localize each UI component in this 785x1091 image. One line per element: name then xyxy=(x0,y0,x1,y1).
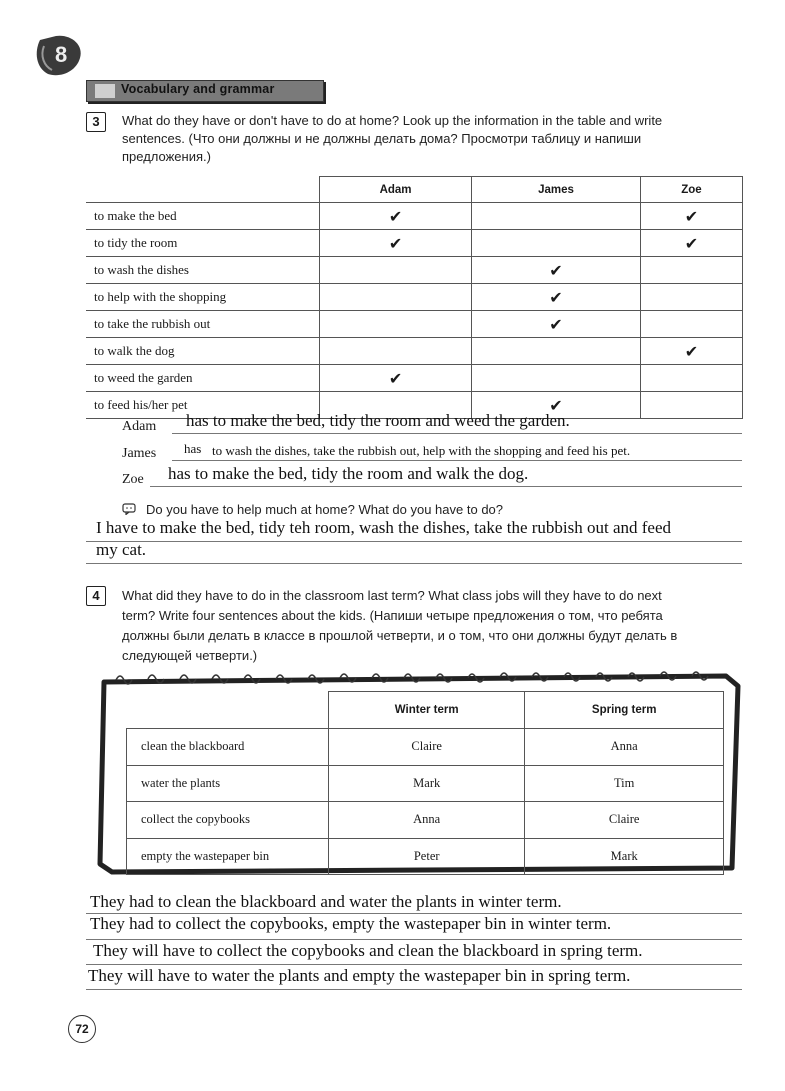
table-row xyxy=(127,802,724,839)
table-row xyxy=(127,838,724,875)
answer-line xyxy=(172,460,742,461)
answer-line xyxy=(172,433,742,434)
check-cell xyxy=(472,338,641,365)
winter-cell: Claire xyxy=(329,729,525,766)
column-zoe: Zoe xyxy=(640,177,742,203)
activity-cell: to weed the garden xyxy=(86,365,320,392)
answer-zoe: has to make the bed, tidy the room and walk the dog. xyxy=(168,464,529,483)
check-cell xyxy=(320,284,472,311)
check-cell xyxy=(472,230,641,257)
table-row xyxy=(127,729,724,766)
instruction-line: term? Write four sentences about the kids. (Напиши четыре предложения о том, что ребята xyxy=(122,608,663,623)
answer-label-james: James xyxy=(122,446,157,461)
job-cell: water the plants xyxy=(127,765,329,802)
answer-james-has: has xyxy=(184,441,202,456)
check-cell: ✔ xyxy=(320,230,472,257)
own-answer-line-2: my cat. xyxy=(96,540,147,559)
check-cell: ✔ xyxy=(472,311,641,338)
instruction-line: sentences. (Что они должны и не должны делать дома? Просмотри таблицу и напиши xyxy=(122,131,642,146)
job-cell: collect the copybooks xyxy=(127,802,329,839)
spring-cell: Anna xyxy=(525,729,724,766)
column-spring-term: Spring term xyxy=(525,692,724,729)
spring-cell: Tim xyxy=(525,765,724,802)
speech-bubble-icon xyxy=(122,503,136,515)
check-cell: ✔ xyxy=(320,365,472,392)
check-cell: ✔ xyxy=(472,257,641,284)
unit-badge xyxy=(30,32,88,78)
answer-line xyxy=(86,964,742,965)
check-cell: ✔ xyxy=(472,392,641,419)
exercise-4-instruction xyxy=(122,586,744,666)
exercise-3-number: 3 xyxy=(86,112,106,132)
answer-adam: has to make the bed, tidy the room and weed the garden. xyxy=(186,411,570,430)
activity-cell: to take the rubbish out xyxy=(86,311,320,338)
exercise-3-instruction xyxy=(122,112,744,166)
check-cell: ✔ xyxy=(320,203,472,230)
instruction-line: What do they have or don't have to do at home? Look up the information in the table and write xyxy=(122,113,663,128)
activity-cell: to make the bed xyxy=(86,203,320,230)
check-cell: ✔ xyxy=(472,284,641,311)
check-cell xyxy=(472,365,641,392)
answer-james: to wash the dishes, take the rubbish out, help with the shopping and feed his pet. xyxy=(212,443,631,458)
unit-number: 8 xyxy=(55,42,68,67)
check-cell: ✔ xyxy=(640,203,742,230)
table-header-row xyxy=(86,177,743,203)
answer-line xyxy=(86,939,742,940)
instruction-line: What did they have to do in the classroom last term? What class jobs will they have to do next xyxy=(122,588,662,603)
column-adam: Adam xyxy=(320,177,472,203)
chores-table xyxy=(86,176,743,419)
spring-cell: Mark xyxy=(525,838,724,875)
header-blank xyxy=(86,177,320,203)
exercise-3-question: Do you have to help much at home? What do you have to do? xyxy=(146,502,504,517)
winter-cell: Anna xyxy=(329,802,525,839)
check-cell xyxy=(640,392,742,419)
table-row xyxy=(86,257,743,284)
activity-cell: to feed his/her pet xyxy=(86,392,320,419)
activity-cell: to walk the dog xyxy=(86,338,320,365)
check-cell xyxy=(320,257,472,284)
class-jobs-table xyxy=(126,691,724,875)
answer-line xyxy=(86,541,742,542)
page-number: 72 xyxy=(68,1015,96,1043)
check-cell xyxy=(640,365,742,392)
check-cell: ✔ xyxy=(640,338,742,365)
check-cell xyxy=(320,338,472,365)
banner-accent xyxy=(95,84,115,98)
table-row xyxy=(86,203,743,230)
ex4-answer-2: They had to collect the copybooks, empty the wastepaper bin in winter term. xyxy=(90,914,612,933)
section-banner xyxy=(86,80,324,102)
table-row xyxy=(86,230,743,257)
answer-line xyxy=(86,989,742,990)
instruction-line: следующей четверти.) xyxy=(122,648,258,663)
answer-label-adam: Adam xyxy=(122,419,157,434)
instruction-line: предложения.) xyxy=(122,149,211,164)
activity-cell: to wash the dishes xyxy=(86,257,320,284)
table-row xyxy=(86,284,743,311)
header-blank xyxy=(127,692,329,729)
table-row xyxy=(86,338,743,365)
instruction-line: должны были делать в классе в прошлой четверти, и о том, что они должны будут делать в xyxy=(122,628,678,643)
check-cell xyxy=(640,311,742,338)
activity-cell: to tidy the room xyxy=(86,230,320,257)
answer-label-zoe: Zoe xyxy=(122,472,144,487)
job-cell: clean the blackboard xyxy=(127,729,329,766)
section-title: Vocabulary and grammar xyxy=(121,82,275,96)
activity-cell: to help with the shopping xyxy=(86,284,320,311)
table-header-row xyxy=(127,692,724,729)
winter-cell: Mark xyxy=(329,765,525,802)
column-james: James xyxy=(472,177,641,203)
table-row xyxy=(127,765,724,802)
exercise-4-number: 4 xyxy=(86,586,106,606)
check-cell xyxy=(640,284,742,311)
ex4-answer-4: They will have to water the plants and empty the wastepaper bin in spring term. xyxy=(88,966,631,985)
check-cell xyxy=(472,203,641,230)
check-cell: ✔ xyxy=(640,230,742,257)
column-winter-term: Winter term xyxy=(329,692,525,729)
spring-cell: Claire xyxy=(525,802,724,839)
table-row xyxy=(86,365,743,392)
check-cell xyxy=(640,257,742,284)
answer-line xyxy=(150,486,742,487)
ex4-answer-1: They had to clean the blackboard and water the plants in winter term. xyxy=(90,892,562,911)
own-answer-line-1: I have to make the bed, tidy teh room, wash the dishes, take the rubbish out and feed xyxy=(96,518,672,537)
winter-cell: Peter xyxy=(329,838,525,875)
job-cell: empty the wastepaper bin xyxy=(127,838,329,875)
ex4-answer-3: They will have to collect the copybooks and clean the blackboard in spring term. xyxy=(93,941,643,960)
answer-line xyxy=(86,563,742,564)
table-row xyxy=(86,311,743,338)
check-cell xyxy=(320,311,472,338)
